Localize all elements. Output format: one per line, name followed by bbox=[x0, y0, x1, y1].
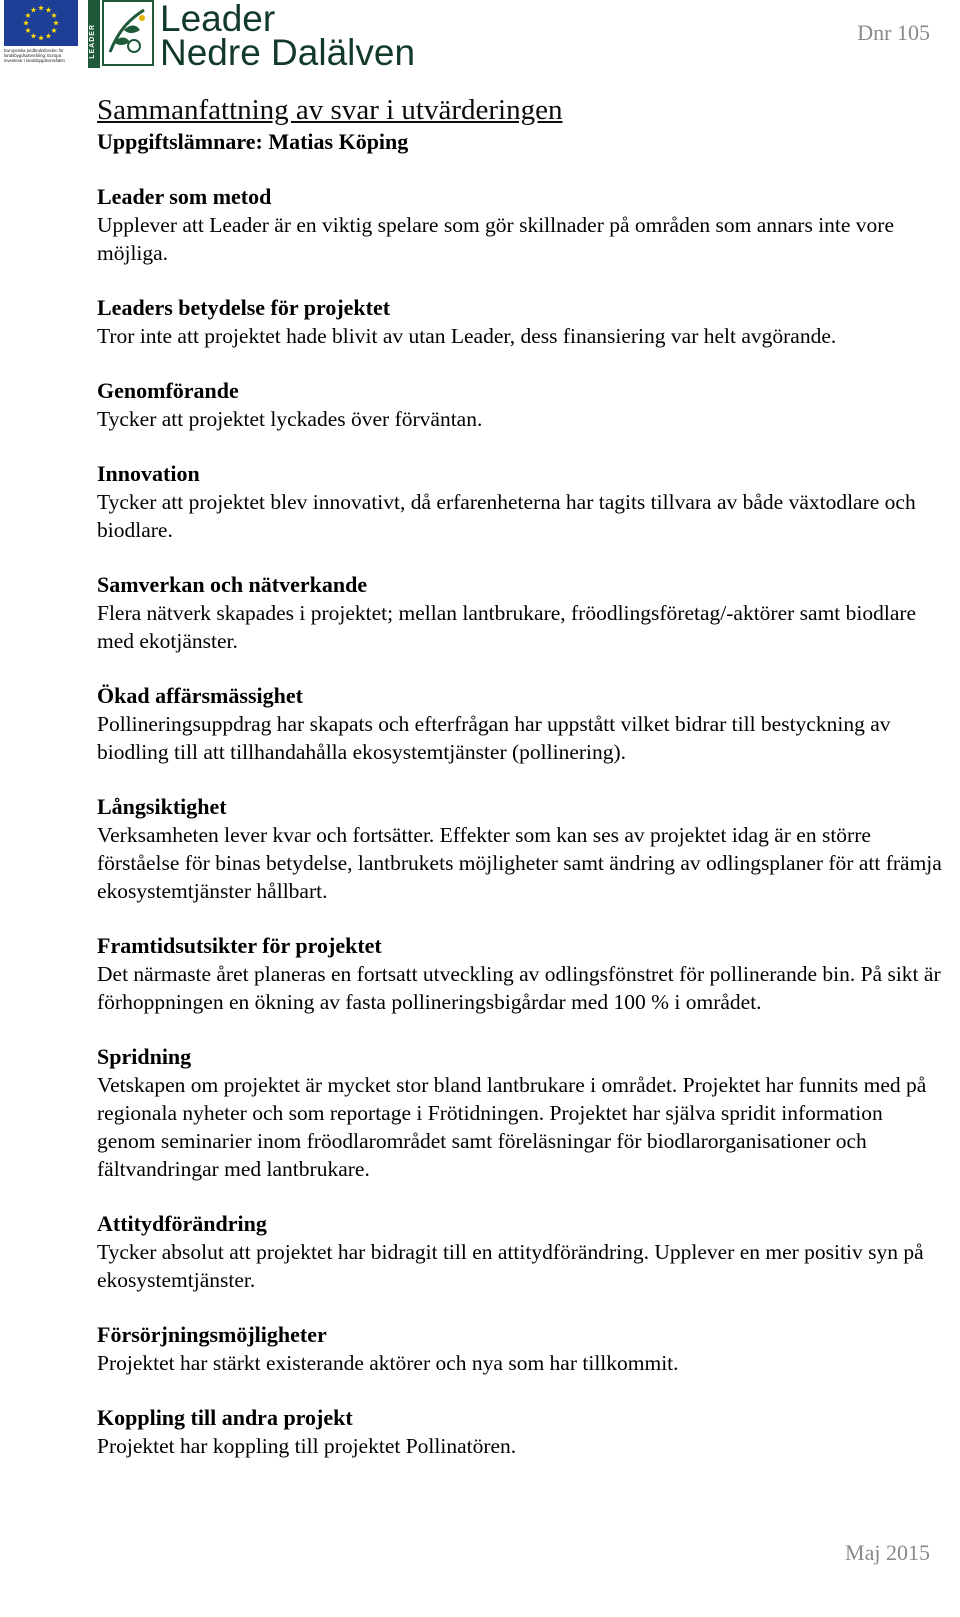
section bbox=[97, 571, 942, 655]
eu-logo bbox=[4, 0, 80, 66]
leader-logo-bar bbox=[88, 0, 100, 68]
eu-flag-icon bbox=[4, 0, 78, 46]
section-heading: Leader som metod bbox=[97, 184, 272, 209]
section-body: Projektet har koppling till projektet Pollinatören. bbox=[97, 1434, 517, 1458]
section-body: Det närmaste året planeras en fortsatt utveckling av odlingsfönstret för pollinerande bin. På sikt är förhoppningen en ökning av fasta pollineringsbigårdar med 100 % i området. bbox=[97, 962, 941, 1014]
eu-star-icon bbox=[38, 5, 44, 10]
section bbox=[97, 1321, 942, 1377]
section-heading: Ökad affärsmässighet bbox=[97, 683, 303, 708]
document-number: Dnr 105 bbox=[857, 20, 930, 45]
section-body: Upplever att Leader är en viktig spelare som gör skillnader på områden som annars inte vore möjliga. bbox=[97, 213, 895, 265]
section bbox=[97, 1404, 942, 1460]
eu-star-icon bbox=[53, 20, 59, 25]
section bbox=[97, 294, 942, 350]
section-body: Pollineringsuppdrag har skapats och efterfrågan har uppstått vilket bidrar till bestyckning av biodling till att tillhandahålla ekosystemtjänster (pollinering). bbox=[97, 712, 891, 764]
section bbox=[97, 682, 942, 766]
eu-caption: Europeiska jordbruksfonden för landsbygdsutveckling: Europa investerar i landsbygdsområden bbox=[4, 48, 65, 64]
section-heading: Spridning bbox=[97, 1044, 192, 1069]
section bbox=[97, 1043, 942, 1183]
eu-star-icon bbox=[31, 33, 37, 38]
section-heading: Leaders betydelse för projektet bbox=[97, 295, 391, 320]
section-heading: Koppling till andra projekt bbox=[97, 1405, 353, 1430]
section-body: Verksamheten lever kvar och fortsätter. Effekter som kan ses av projektet idag är en större förståelse för binas betydelse, lantbrukets möjligheter samt ändring av odlingsplaner för att främja ekosystemtjänster hållbart. bbox=[97, 823, 942, 903]
eu-star-icon bbox=[46, 33, 52, 38]
leader-emblem-icon bbox=[102, 0, 154, 66]
section bbox=[97, 932, 942, 1016]
leader-logo-icon bbox=[88, 0, 154, 68]
leader-wordmark-line1: Leader bbox=[160, 0, 276, 39]
section-body: Projektet har stärkt existerande aktörer och nya som har tillkommit. bbox=[97, 1351, 679, 1375]
section-heading: Försörjningsmöjligheter bbox=[97, 1322, 327, 1347]
section-body: Flera nätverk skapades i projektet; mellan lantbrukare, fröodlingsföretag/-aktörer samt biodlare med ekotjänster. bbox=[97, 601, 917, 653]
section-heading: Attitydförändring bbox=[97, 1211, 267, 1236]
section bbox=[97, 793, 942, 905]
eu-star-icon bbox=[51, 28, 57, 33]
eu-star-icon bbox=[31, 7, 37, 12]
section-body: Tror inte att projektet hade blivit av utan Leader, dess finansiering var helt avgörande. bbox=[97, 324, 837, 348]
leader-wordmark bbox=[160, 0, 416, 73]
section-heading: Långsiktighet bbox=[97, 794, 227, 819]
section-heading: Genomförande bbox=[97, 378, 239, 403]
eu-star-icon bbox=[46, 7, 52, 12]
sections-list bbox=[97, 183, 942, 1460]
section bbox=[97, 377, 942, 433]
section bbox=[97, 183, 942, 267]
leader-logo-bar-text: LEADER bbox=[89, 24, 96, 59]
section-heading: Samverkan och nätverkande bbox=[97, 572, 368, 597]
eu-star-icon bbox=[25, 13, 31, 18]
eu-star-icon bbox=[51, 13, 57, 18]
document-content bbox=[97, 94, 942, 1460]
eu-star-icon bbox=[23, 20, 29, 25]
page-title: Sammanfattning av svar i utvärderingen bbox=[97, 94, 563, 126]
section bbox=[97, 1210, 942, 1294]
leader-wordmark-line2: Nedre Dalälven bbox=[160, 32, 416, 73]
section-heading: Framtidsutsikter för projektet bbox=[97, 933, 382, 958]
header-logos bbox=[4, 0, 415, 72]
respondent-line: Uppgiftslämnare: Matias Köping bbox=[97, 129, 409, 154]
eu-star-icon bbox=[38, 35, 44, 40]
section-heading: Innovation bbox=[97, 461, 200, 486]
eu-star-icon bbox=[25, 28, 31, 33]
section bbox=[97, 460, 942, 544]
section-body: Vetskapen om projektet är mycket stor bland lantbrukare i området. Projektet har funnits med på regionala nyheter och som reportage i Frötidningen. Projektet har själva spridit information genom seminarier inom fröodlarområdet samt föreläsningar för biodlarorganisationer och fältvandringar med lantbrukare. bbox=[97, 1073, 927, 1181]
footer-date: Maj 2015 bbox=[845, 1540, 930, 1565]
section-body: Tycker att projektet blev innovativt, då erfarenheterna har tagits tillvara av både växtodlare och biodlare. bbox=[97, 490, 916, 542]
section-body: Tycker absolut att projektet har bidragit till en attitydförändring. Upplever en mer positiv syn på ekosystemtjänster. bbox=[97, 1240, 924, 1292]
section-body: Tycker att projektet lyckades över förväntan. bbox=[97, 407, 483, 431]
